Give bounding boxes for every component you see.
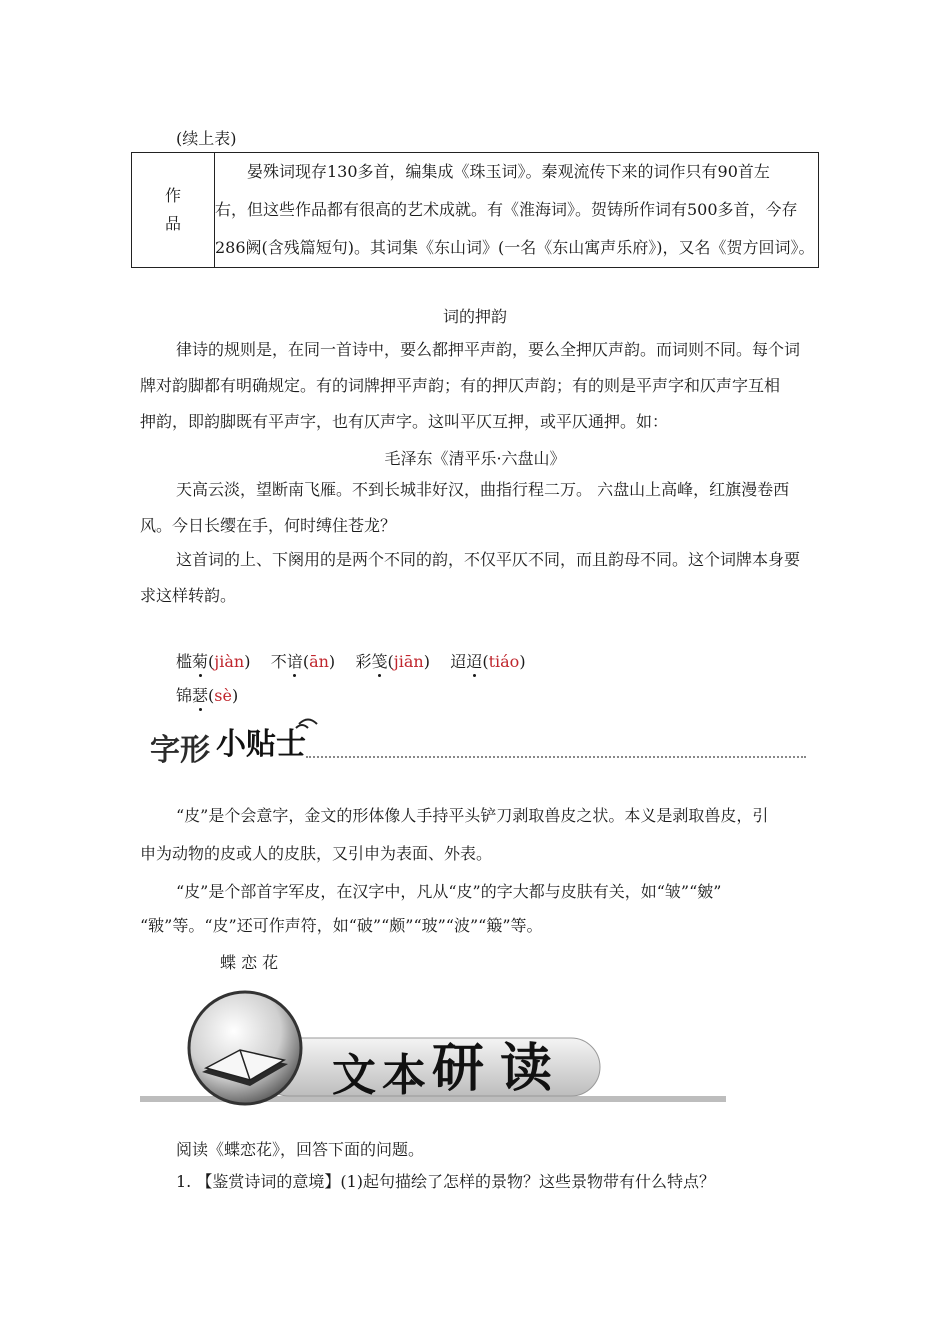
table-text-line: 右，但这些作品都有很高的艺术成就。有《淮海词》。贺铸所作词有500多首，今存 bbox=[215, 200, 798, 219]
glyph-tips-banner bbox=[148, 716, 808, 766]
pronunciation-item: 不谙(ān) bbox=[270, 652, 336, 671]
pronunciation-item: 锦瑟(sè) bbox=[176, 686, 239, 705]
pinyin: sè bbox=[214, 686, 232, 705]
pronunciation-row bbox=[176, 652, 526, 672]
banner-char: 本 bbox=[382, 1050, 426, 1101]
tips-paragraph-line: “皮”是个部首字军皮，在汉字中，凡从“皮”的字大都与皮肤有关，如“皱”“皴” bbox=[176, 882, 722, 901]
label-char-2: 品 bbox=[164, 214, 181, 233]
pronunciation-item: 迢迢(tiáo) bbox=[450, 652, 526, 671]
reading-intro: 阅读《蝶恋花》，回答下面的问题。 bbox=[176, 1140, 425, 1159]
poem-line: 天高云淡，望断南飞雁。不到长城非好汉，曲指行程二万。 六盘山上高峰，红旗漫卷西 bbox=[176, 480, 790, 499]
banner-decoration bbox=[148, 716, 808, 766]
poem-title: 毛泽东《清平乐·六盘山》 bbox=[384, 449, 566, 468]
table-text-line: 晏殊词现存130多首，编集成《珠玉词》。秦观流传下来的词作只有90首左 bbox=[247, 162, 770, 181]
pinyin: jiān bbox=[393, 652, 424, 671]
poem-line: 风。今日长缨在手，何时缚住苍龙？ bbox=[140, 516, 397, 535]
pronunciation-row bbox=[176, 686, 238, 706]
table-label-cell bbox=[132, 153, 215, 268]
table-text-line: 286阙(含残篇短句)。其词集《东山词》(一名《东山寓声乐府》)，又名《贺方回词》。 bbox=[215, 238, 815, 257]
tips-paragraph-line: 申为动物的皮或人的皮肤，又引申为表面、外表。 bbox=[140, 844, 493, 863]
pronunciation-item: 槛菊(jiàn) bbox=[176, 652, 251, 671]
banner-char: 读 bbox=[500, 1039, 553, 1099]
section-title: 词的押韵 bbox=[442, 307, 507, 326]
question-1: 1. 【鉴赏诗词的意境】(1)起句描绘了怎样的景物？这些景物带有什么特点？ bbox=[176, 1172, 716, 1191]
label-char-1: 作 bbox=[164, 186, 181, 205]
banner-left-text: 字形 bbox=[150, 733, 210, 766]
pinyin: jiàn bbox=[214, 652, 245, 671]
table-text-cell bbox=[215, 153, 819, 268]
paragraph-line: 牌对韵脚都有明确规定。有的词牌押平声韵；有的押仄声韵；有的则是平声字和仄声字互相 bbox=[140, 376, 781, 395]
banner-graphic bbox=[140, 990, 730, 1108]
pinyin: tiáo bbox=[488, 652, 520, 671]
paragraph-line: 押韵，即韵脚既有平声字，也有仄声字。这叫平仄互押，或平仄通押。如： bbox=[140, 412, 669, 431]
paragraph-line: 律诗的规则是，在同一首诗中，要么都押平声韵，要么全押仄声韵。而词则不同。每个词 bbox=[176, 340, 801, 359]
text-study-banner bbox=[140, 990, 730, 1108]
poem-name: 蝶 恋 花 bbox=[220, 953, 279, 972]
paragraph-line: 这首词的上、下阕用的是两个不同的韵，不仅平仄不同，而且韵母不同。这个词牌本身要 bbox=[176, 550, 801, 569]
pronunciation-item: 彩笺(jiān) bbox=[355, 652, 430, 671]
continued-table-label: (续上表) bbox=[176, 129, 237, 148]
paragraph-line: 求这样转韵。 bbox=[140, 586, 237, 605]
works-table bbox=[131, 152, 819, 268]
tips-paragraph-line: “皮”是个会意字，金文的形体像人手持平头铲刀剥取兽皮之状。本义是剥取兽皮，引 bbox=[176, 806, 769, 825]
banner-right-text: 小贴士 bbox=[216, 727, 306, 762]
dotted-rule bbox=[306, 756, 806, 758]
pinyin: ān bbox=[309, 652, 329, 671]
banner-char: 研 bbox=[432, 1039, 485, 1099]
book-disc bbox=[189, 992, 301, 1104]
tips-paragraph-line: “皲”等。“皮”还可作声符，如“破”“颇”“玻”“波”“簸”等。 bbox=[140, 916, 543, 935]
banner-char: 文 bbox=[332, 1050, 376, 1101]
